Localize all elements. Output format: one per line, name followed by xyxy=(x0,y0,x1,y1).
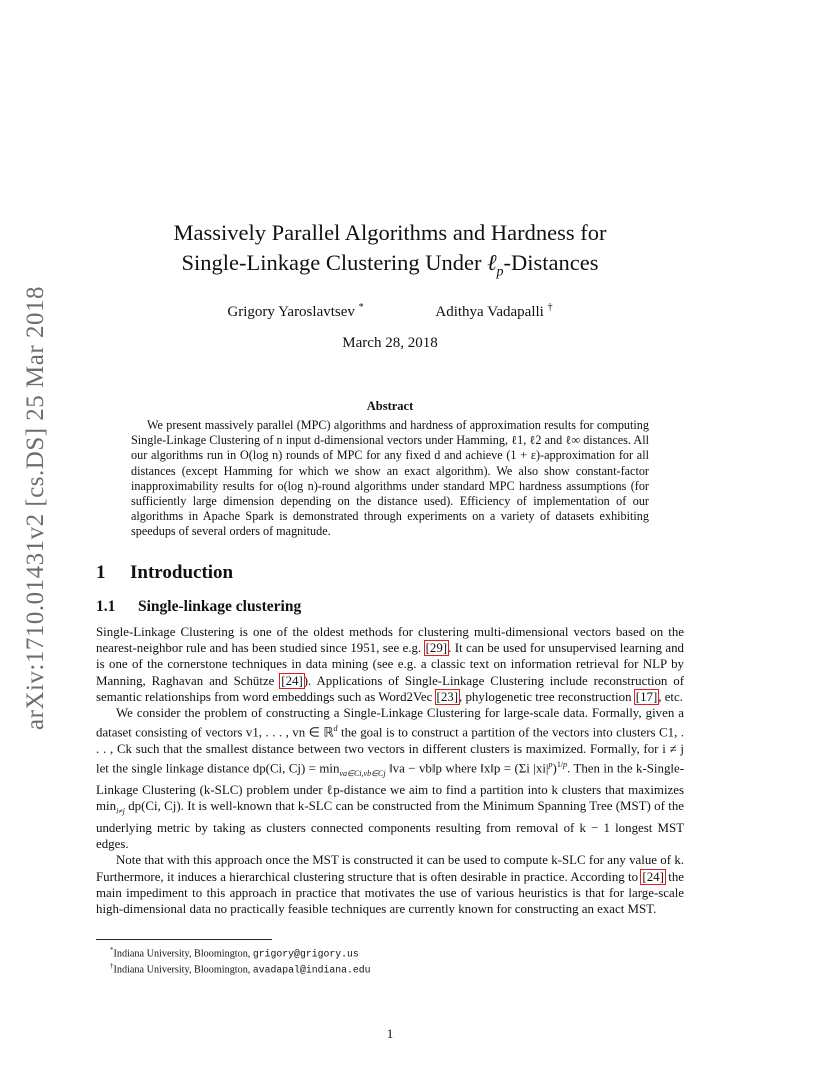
citation-link[interactable]: [24] xyxy=(642,869,664,884)
title-line-1: Massively Parallel Algorithms and Hardness for xyxy=(173,220,607,245)
author-list xyxy=(96,302,684,321)
email-link[interactable]: avadapal@indiana.edu xyxy=(252,964,371,976)
subsection-heading: 1.1 Single-linkage clustering xyxy=(96,598,302,615)
title-line-2: Single-Linkage Clustering Under ℓ$_p$-Distances xyxy=(181,250,599,280)
footnote-2: †Indiana University, Bloomington, avadapal@indiana.edu xyxy=(110,962,371,976)
paragraph-1: Single-Linkage Clustering is one of the oldest methods for clustering multi-dimensional vectors based on the nearest-neighbor rule and has been studied since 1951, see e.g. [29]. It can be used for unsupervised learning and is one of the cornerstone techniques in data mining (see e.g. a classic text on information retrieval for NLP by Manning, Raghavan and Schütze [24]). Applications of Single-Linkage Clustering include reconstruction of semantic relationships from word embeddings such as Word2Vec [23], phylogenetic tree reconstruction [17], etc. xyxy=(96,625,684,704)
citation-link[interactable]: [17] xyxy=(635,689,658,704)
section-heading: 1 Introduction xyxy=(96,562,234,583)
abstract-heading: Abstract xyxy=(366,399,414,413)
paper-date: March 28, 2018 xyxy=(342,335,438,351)
footnotes xyxy=(96,944,684,977)
citation-link[interactable]: [29] xyxy=(425,641,448,656)
author-2: Adithya Vadapalli † xyxy=(435,302,553,320)
page-number: 1 xyxy=(386,1026,394,1041)
paper-title xyxy=(96,218,684,288)
citation-link[interactable]: [23] xyxy=(436,689,459,704)
paragraph-3: Note that with this approach once the MST is constructed it can be used to compute k-SLC for any value of k. Furthermore, it induces a hierarchical clustering structure that is often desirable in practice. According to [24] the main impediment to this approach in practice that motivates the use of various heuristics is that for large-scale high-dimensional data no practically feasible techniques are currently known for constructing an exact MST. xyxy=(96,853,684,916)
abstract-text: We present massively parallel (MPC) algorithms and hardness of approximation results for computing Single-Linkage Clustering of n input d-dimensional vectors under Hamming, ℓ1, ℓ2 and ℓ∞ distances. All our algorithms run in O(log n) rounds of MPC for any fixed d and achieve (1 + ε)-approximation for all distances (except Hamming for which we show an exact algorithm). We also show constant-factor inapproximability results for o(log n)-round algorithms under standard MPC hardness assumptions (for sufficiently large dimension depending on the distance used). Efficiency of implementation of our algorithms in Apache Spark is demonstrated through experiments on a variety of datasets exhibiting speedups of several orders of magnitude. xyxy=(131,418,649,539)
body-text xyxy=(96,624,684,917)
paragraph-2: We consider the problem of constructing a Single-Linkage Clustering for large-scale data. Formally, given a dataset consisting of vectors v1, . . . , vn ∈ ℝ$^d$ the goal is to construct a partition of the vectors into clusters C1, . . . , Ck such that the smallest distance between two vectors in different clusters is maximized. Formally, for i ≠ j let the single linkage distance dp(Ci, $Cj) = \min_{va\in Ci,vb\in Cj}$ ‖va − vb‖p where ‖x‖p = (Σi $|xi|^p)^{1/p}$. Then in the k-Single-Linkage Clustering (k-SLC) problem under ℓp-distance we aim to find a partition into k clusters that maximizes $\min_{i\ne j} dp(Ci$, Cj). It is well-known that k-SLC can be constructed from the Minimum Spanning Tree (MST) of the underlying metric by taking as clusters connected components resulting from removal of k − 1 longest MST edges. xyxy=(96,706,684,852)
footnote-1: *Indiana University, Bloomington, grigory@grigory.us xyxy=(110,946,359,960)
citation-link[interactable]: [24] xyxy=(281,673,303,688)
footnote-divider xyxy=(96,939,272,940)
email-link[interactable]: grigory@grigory.us xyxy=(252,948,359,960)
arxiv-stamp: arXiv:1710.01431v2 [cs.DS] 25 Mar 2018 xyxy=(22,286,49,730)
author-1: Grigory Yaroslavtsev * xyxy=(227,302,364,320)
